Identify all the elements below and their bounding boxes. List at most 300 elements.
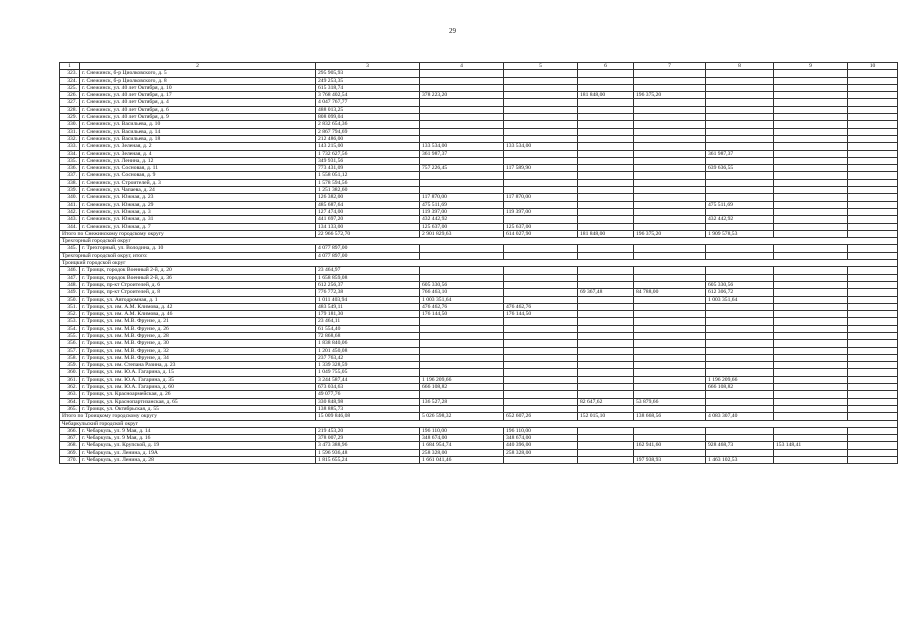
amount-cell xyxy=(634,274,706,281)
amount-cell xyxy=(420,332,504,339)
amount-cell xyxy=(774,457,848,464)
table-row xyxy=(60,135,898,142)
amount-cell xyxy=(634,165,706,172)
amount-cell xyxy=(504,135,578,142)
amount-cell: 181 848,00 xyxy=(578,92,634,99)
amount-cell xyxy=(634,376,706,383)
amount-cell xyxy=(706,143,774,150)
amount-cell xyxy=(848,143,898,150)
amount-cell xyxy=(634,303,706,310)
table-row xyxy=(60,296,898,303)
total-value: 1 909 578,53 xyxy=(706,230,774,237)
amount-cell xyxy=(634,391,706,398)
amount-cell xyxy=(774,99,848,106)
amount-cell: 1 463 102,53 xyxy=(706,457,774,464)
amount-cell xyxy=(420,274,504,281)
amount-cell xyxy=(774,384,848,391)
address-cell: г. Троицк, ул. им. М.В. Фрунзе, д. 34 xyxy=(80,354,316,361)
address-cell: г. Снежинск, ул. 40 лет Октября, д. 4 xyxy=(80,99,316,106)
amount-cell: 766 463,10 xyxy=(420,289,504,296)
amount-cell xyxy=(578,362,634,369)
total-label: Итого по Троицкому городскому округу xyxy=(60,413,316,420)
amount-cell xyxy=(706,179,774,186)
amount-cell: 1 558 051,12 xyxy=(316,172,420,179)
address-cell: г. Троицк, пр-кт Строителей, д. 6 xyxy=(80,281,316,288)
amount-cell xyxy=(504,369,578,376)
address-cell: г. Снежинск, ул. Южная, д. 31 xyxy=(80,216,316,223)
section-label: Троицкий городской округ xyxy=(60,260,898,267)
total-value xyxy=(634,252,706,259)
column-header: 7 xyxy=(634,63,706,70)
table-row xyxy=(60,84,898,91)
amount-cell xyxy=(848,187,898,194)
amount-cell xyxy=(504,274,578,281)
table-row xyxy=(60,223,898,230)
row-number: 323. xyxy=(60,70,80,77)
amount-cell xyxy=(774,208,848,215)
amount-cell xyxy=(420,135,504,142)
amount-cell xyxy=(774,128,848,135)
amount-cell xyxy=(578,311,634,318)
address-cell: г. Снежинск, ул. Зеленая, д. 4 xyxy=(80,150,316,157)
table-row xyxy=(60,435,898,442)
amount-cell xyxy=(848,457,898,464)
amount-cell xyxy=(578,128,634,135)
total-row xyxy=(60,230,898,237)
amount-cell xyxy=(420,77,504,84)
address-cell: г. Троицк, ул. им. М.В. Фрунзе, д. 21 xyxy=(80,318,316,325)
amount-cell: 1 684 954,74 xyxy=(420,442,504,449)
total-value xyxy=(848,252,898,259)
amount-cell xyxy=(578,427,634,434)
amount-cell xyxy=(706,362,774,369)
amount-cell xyxy=(634,405,706,412)
address-cell: г. Снежинск, ул. 40 лет Октября, д. 9 xyxy=(80,114,316,121)
amount-cell: 212 486,00 xyxy=(316,135,420,142)
amount-cell xyxy=(706,92,774,99)
amount-cell: 476 462,76 xyxy=(504,303,578,310)
amount-cell xyxy=(706,274,774,281)
amount-cell xyxy=(774,362,848,369)
amount-cell xyxy=(774,274,848,281)
amount-cell xyxy=(706,106,774,113)
amount-cell xyxy=(706,121,774,128)
amount-cell: 3 768 402,54 xyxy=(316,92,420,99)
table-row xyxy=(60,128,898,135)
amount-cell xyxy=(578,194,634,201)
row-number: 324. xyxy=(60,77,80,84)
amount-cell: 605 330,56 xyxy=(706,281,774,288)
table-row xyxy=(60,187,898,194)
table-row xyxy=(60,405,898,412)
amount-cell: 441 697,20 xyxy=(316,216,420,223)
table-row xyxy=(60,362,898,369)
amount-cell: 117 870,00 xyxy=(504,194,578,201)
row-number: 327. xyxy=(60,99,80,106)
total-value xyxy=(774,252,848,259)
amount-cell xyxy=(774,296,848,303)
amount-cell xyxy=(848,201,898,208)
address-cell: г. Троицк, ул. Октябрьская, д. 55 xyxy=(80,405,316,412)
amount-cell xyxy=(848,179,898,186)
row-number: 353. xyxy=(60,318,80,325)
amount-cell xyxy=(504,114,578,121)
amount-cell xyxy=(420,128,504,135)
amount-cell xyxy=(578,223,634,230)
table-row xyxy=(60,179,898,186)
amount-cell xyxy=(578,99,634,106)
amount-cell xyxy=(848,318,898,325)
table-row xyxy=(60,281,898,288)
amount-cell: 378 007,29 xyxy=(316,435,420,442)
section-header-row xyxy=(60,238,898,245)
amount-cell xyxy=(634,354,706,361)
address-cell: г. Троицк, ул. им. Степана Разина, д. 23 xyxy=(80,362,316,369)
row-number: 331. xyxy=(60,128,80,135)
amount-cell xyxy=(706,311,774,318)
total-value xyxy=(774,413,848,420)
address-cell: г. Чебаркуль, ул. Крупской, д. 19 xyxy=(80,442,316,449)
amount-cell: 125 637,00 xyxy=(420,223,504,230)
total-label: Итого по Снежинскому городскому округу xyxy=(60,230,316,237)
amount-cell xyxy=(706,391,774,398)
amount-cell xyxy=(504,99,578,106)
amount-cell xyxy=(706,398,774,405)
address-cell: г. Снежинск, ул. Южная, д. 29 xyxy=(80,201,316,208)
column-header: 2 xyxy=(80,63,316,70)
table-row xyxy=(60,449,898,456)
row-number: 342. xyxy=(60,208,80,215)
amount-cell: 176 144,50 xyxy=(420,311,504,318)
amount-cell xyxy=(848,391,898,398)
amount-cell xyxy=(706,340,774,347)
amount-cell xyxy=(634,223,706,230)
row-number: 369. xyxy=(60,449,80,456)
total-value: 181 848,00 xyxy=(578,230,634,237)
table-row xyxy=(60,332,898,339)
amount-cell: 1 339 328,59 xyxy=(316,362,420,369)
amount-cell: 348 674,00 xyxy=(420,435,504,442)
amount-cell xyxy=(848,435,898,442)
amount-cell: 2 867 794,69 xyxy=(316,128,420,135)
amount-cell: 138 885,73 xyxy=(316,405,420,412)
amount-cell xyxy=(774,435,848,442)
amount-cell xyxy=(774,92,848,99)
address-cell: г. Снежинск, ул. 40 лет Октября, д. 10 xyxy=(80,84,316,91)
amount-cell xyxy=(578,435,634,442)
amount-cell xyxy=(774,150,848,157)
row-number: 370. xyxy=(60,457,80,464)
amount-cell xyxy=(634,267,706,274)
amount-cell xyxy=(848,325,898,332)
row-number: 336. xyxy=(60,165,80,172)
amount-cell xyxy=(848,296,898,303)
total-value: 152 015,10 xyxy=(578,413,634,420)
amount-cell xyxy=(848,449,898,456)
amount-cell xyxy=(578,376,634,383)
amount-cell xyxy=(578,318,634,325)
amount-cell xyxy=(634,99,706,106)
amount-cell xyxy=(578,303,634,310)
amount-cell xyxy=(774,340,848,347)
row-number: 356. xyxy=(60,340,80,347)
amount-cell xyxy=(504,457,578,464)
amount-cell: 1 003 351,64 xyxy=(706,296,774,303)
amount-cell: 196 375,20 xyxy=(634,92,706,99)
row-number: 359. xyxy=(60,362,80,369)
amount-cell xyxy=(420,84,504,91)
amount-cell xyxy=(706,172,774,179)
amount-cell xyxy=(504,92,578,99)
amount-cell xyxy=(848,150,898,157)
row-number: 348. xyxy=(60,281,80,288)
table-row xyxy=(60,194,898,201)
table-row xyxy=(60,376,898,383)
amount-cell: 125 637,00 xyxy=(504,223,578,230)
amount-cell xyxy=(634,84,706,91)
amount-cell xyxy=(774,165,848,172)
amount-cell xyxy=(504,325,578,332)
amount-cell xyxy=(504,384,578,391)
amount-cell xyxy=(706,303,774,310)
amount-cell xyxy=(848,274,898,281)
amount-cell xyxy=(578,208,634,215)
amount-cell xyxy=(774,281,848,288)
amount-cell: 134 133,00 xyxy=(316,223,420,230)
amount-cell xyxy=(634,435,706,442)
amount-cell: 153 148,41 xyxy=(774,442,848,449)
amount-cell: 440 396,00 xyxy=(504,442,578,449)
amount-cell xyxy=(848,427,898,434)
amount-cell xyxy=(634,384,706,391)
amount-cell xyxy=(578,187,634,194)
amount-cell xyxy=(634,325,706,332)
table-row xyxy=(60,172,898,179)
amount-cell xyxy=(634,318,706,325)
amount-cell: 757 226,45 xyxy=(420,165,504,172)
row-number: 361. xyxy=(60,376,80,383)
row-number: 352. xyxy=(60,311,80,318)
row-number: 364. xyxy=(60,398,80,405)
total-value: 2 901 829,63 xyxy=(420,230,504,237)
amount-cell xyxy=(578,347,634,354)
amount-cell: 475 511,69 xyxy=(420,201,504,208)
amount-cell xyxy=(774,427,848,434)
amount-cell xyxy=(634,449,706,456)
amount-cell xyxy=(634,157,706,164)
amount-cell xyxy=(634,245,706,252)
amount-cell xyxy=(848,340,898,347)
amount-cell: 1 251 382,60 xyxy=(316,187,420,194)
amount-cell: 72 868,68 xyxy=(316,332,420,339)
amount-cell xyxy=(774,84,848,91)
row-number: 335. xyxy=(60,157,80,164)
amount-cell: 1 578 594,56 xyxy=(316,179,420,186)
section-header-row xyxy=(60,260,898,267)
amount-cell xyxy=(634,179,706,186)
amount-cell xyxy=(634,106,706,113)
row-number: 340. xyxy=(60,194,80,201)
amount-cell xyxy=(706,77,774,84)
amount-cell xyxy=(504,340,578,347)
amount-cell xyxy=(578,274,634,281)
amount-cell xyxy=(578,165,634,172)
amount-cell xyxy=(774,172,848,179)
table-row xyxy=(60,311,898,318)
row-number: 365. xyxy=(60,405,80,412)
amount-cell xyxy=(848,121,898,128)
amount-cell xyxy=(634,296,706,303)
amount-cell: 1 201 450,08 xyxy=(316,347,420,354)
amount-cell xyxy=(848,281,898,288)
amount-cell xyxy=(774,289,848,296)
table-row xyxy=(60,208,898,215)
amount-cell xyxy=(634,216,706,223)
amount-cell: 1 596 936,48 xyxy=(316,449,420,456)
address-cell: г. Снежинск, ул. 40 лет Октября, д. 17 xyxy=(80,92,316,99)
amount-cell xyxy=(774,347,848,354)
total-value xyxy=(848,230,898,237)
column-number-row xyxy=(60,63,898,70)
amount-cell xyxy=(774,77,848,84)
amount-cell: 133 534,00 xyxy=(420,143,504,150)
amount-cell xyxy=(578,384,634,391)
amount-cell xyxy=(774,332,848,339)
table-row xyxy=(60,245,898,252)
amount-cell: 49 077,76 xyxy=(316,391,420,398)
address-cell: г. Троицк, ул. им. М.В. Фрунзе, д. 26 xyxy=(80,325,316,332)
amount-cell: 258 328,00 xyxy=(504,449,578,456)
amount-cell xyxy=(504,179,578,186)
row-number: 344. xyxy=(60,223,80,230)
amount-cell: 1 661 041,46 xyxy=(420,457,504,464)
amount-cell xyxy=(706,187,774,194)
row-number: 347. xyxy=(60,274,80,281)
amount-cell: 143 215,00 xyxy=(316,143,420,150)
address-cell: г. Снежинск, б-р Циолковского, д. 5 xyxy=(80,70,316,77)
address-cell: г. Чебаркуль, ул. 9 Мая, д. 16 xyxy=(80,435,316,442)
amount-cell: 136 527,28 xyxy=(420,398,504,405)
row-number: 355. xyxy=(60,332,80,339)
amount-cell xyxy=(578,84,634,91)
amount-cell xyxy=(504,318,578,325)
address-cell: г. Троицк, ул. им. Ю.А. Гагарина, д. 60 xyxy=(80,384,316,391)
amount-cell: 1 003 351,64 xyxy=(420,296,504,303)
amount-cell xyxy=(634,340,706,347)
row-number: 341. xyxy=(60,201,80,208)
amount-cell xyxy=(420,157,504,164)
amount-cell xyxy=(578,114,634,121)
amount-cell xyxy=(420,362,504,369)
amount-cell: 605 330,56 xyxy=(420,281,504,288)
amount-cell: 117 589,90 xyxy=(504,165,578,172)
address-cell: г. Троицк, ул. Красноармейская, д. 26 xyxy=(80,391,316,398)
row-number: 329. xyxy=(60,114,80,121)
amount-cell: 361 987,37 xyxy=(706,150,774,157)
amount-cell: 23 464,11 xyxy=(316,318,420,325)
amount-cell xyxy=(706,318,774,325)
address-cell: г. Снежинск, ул. Ленина, д. 12 xyxy=(80,157,316,164)
table-row xyxy=(60,150,898,157)
column-header: 4 xyxy=(420,63,504,70)
address-cell: г. Снежинск, ул. Васильева, д. 14 xyxy=(80,128,316,135)
amount-cell: 117 870,00 xyxy=(420,194,504,201)
amount-cell xyxy=(634,369,706,376)
table-row xyxy=(60,114,898,121)
amount-cell xyxy=(706,223,774,230)
row-number: 337. xyxy=(60,172,80,179)
total-row xyxy=(60,252,898,259)
amount-cell xyxy=(578,172,634,179)
amount-cell xyxy=(774,121,848,128)
amount-cell xyxy=(774,318,848,325)
amount-cell xyxy=(504,187,578,194)
total-value: 22 966 572,70 xyxy=(316,230,420,237)
amount-cell xyxy=(504,376,578,383)
amount-cell: 4 077 897,00 xyxy=(316,245,420,252)
amount-cell xyxy=(634,427,706,434)
address-cell: г. Чебаркуль, ул. Ленина, д. 19А xyxy=(80,449,316,456)
amount-cell: 776 772,38 xyxy=(316,289,420,296)
amount-cell: 3 244 587,44 xyxy=(316,376,420,383)
amount-cell xyxy=(578,267,634,274)
address-cell: г. Снежинск, ул. Южная, д. 3 xyxy=(80,208,316,215)
amount-cell xyxy=(634,128,706,135)
row-number: 350. xyxy=(60,296,80,303)
amount-cell xyxy=(504,121,578,128)
amount-cell: 349 931,56 xyxy=(316,157,420,164)
table-row xyxy=(60,77,898,84)
amount-cell: 1 815 655,24 xyxy=(316,457,420,464)
table-row xyxy=(60,325,898,332)
total-value: 4 077 897,00 xyxy=(316,252,420,259)
amount-cell: 612 306,72 xyxy=(706,289,774,296)
amount-cell xyxy=(420,179,504,186)
amount-cell: 126 382,00 xyxy=(316,194,420,201)
total-value: 138 668,56 xyxy=(634,413,706,420)
amount-cell: 1 732 627,56 xyxy=(316,150,420,157)
row-number: 368. xyxy=(60,442,80,449)
amount-cell: 3 473 388,96 xyxy=(316,442,420,449)
amount-cell xyxy=(706,208,774,215)
column-header: 5 xyxy=(504,63,578,70)
amount-cell xyxy=(504,267,578,274)
section-label: Трехгорный городской округ xyxy=(60,238,898,245)
amount-cell xyxy=(774,216,848,223)
address-cell: г. Троицк, ул. Автодромная, д. 1 xyxy=(80,296,316,303)
address-cell: г. Снежинск, ул. Зеленая, д. 2 xyxy=(80,143,316,150)
amount-cell xyxy=(634,143,706,150)
amount-cell xyxy=(848,289,898,296)
amount-cell: 432 442,92 xyxy=(420,216,504,223)
amount-cell xyxy=(706,354,774,361)
amount-cell xyxy=(848,77,898,84)
amount-cell: 1 658 859,08 xyxy=(316,274,420,281)
address-cell: г. Снежинск, ул. Южная, д. 23 xyxy=(80,194,316,201)
row-number: 330. xyxy=(60,121,80,128)
amount-cell xyxy=(634,121,706,128)
amount-cell xyxy=(774,187,848,194)
amount-cell xyxy=(774,106,848,113)
amount-cell xyxy=(634,208,706,215)
row-number: 343. xyxy=(60,216,80,223)
amount-cell: 348 674,00 xyxy=(504,435,578,442)
address-cell: г. Снежинск, ул. Сосновая, д. 9 xyxy=(80,172,316,179)
amount-cell xyxy=(634,362,706,369)
amount-cell: 249 253,35 xyxy=(316,77,420,84)
address-cell: г. Трехгорный, ул. Володина, д. 10 xyxy=(80,245,316,252)
amount-cell: 1 196 209,66 xyxy=(420,376,504,383)
